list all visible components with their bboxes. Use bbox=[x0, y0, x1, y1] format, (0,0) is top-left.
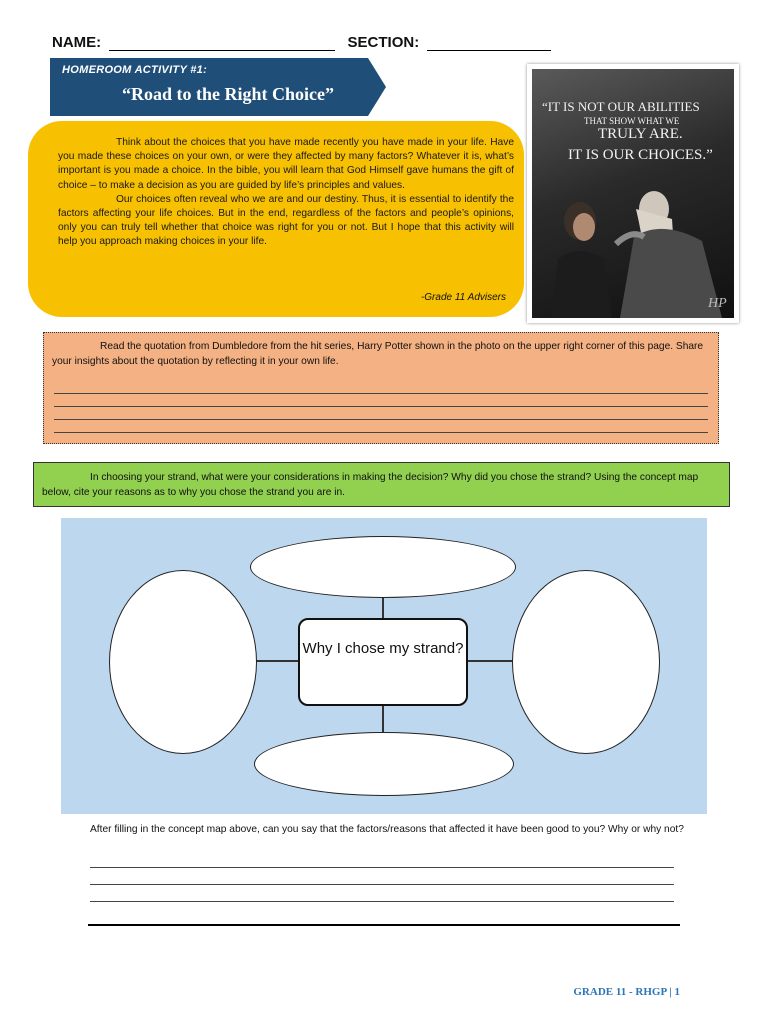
center-label: Why I chose my strand? bbox=[302, 640, 464, 657]
strand-box bbox=[33, 462, 730, 507]
quote-line-3: TRULY ARE. bbox=[598, 126, 683, 142]
answer-line[interactable] bbox=[90, 867, 674, 868]
intro-signature: -Grade 11 Advisers bbox=[420, 292, 506, 303]
header bbox=[52, 34, 551, 51]
banner-title: “Road to the Right Choice” bbox=[122, 84, 334, 104]
reason-oval-bottom[interactable] bbox=[254, 732, 514, 796]
page-footer: GRADE 11 - RHGP | 1 bbox=[573, 986, 680, 998]
answer-line[interactable] bbox=[54, 406, 708, 407]
connector-bottom bbox=[382, 706, 384, 734]
reason-oval-left[interactable] bbox=[109, 570, 257, 754]
connector-right bbox=[468, 660, 514, 662]
intro-text bbox=[58, 136, 514, 250]
intro-box bbox=[28, 121, 524, 317]
quote-line-1: “IT IS NOT OUR ABILITIES bbox=[542, 99, 700, 114]
strand-instruction bbox=[42, 470, 722, 500]
quote-line-4: IT IS OUR CHOICES.” bbox=[568, 147, 713, 163]
answer-line[interactable] bbox=[90, 901, 674, 902]
intro-paragraph-1: Think about the choices that you have made recently you have made in your life. Have you made these choices on your own, or were they affected by many factors? Whatever it is, what’s important is you made a choice. In the bible, you will learn that God Himself gave humans the gift of choice – to make a decision as you are guided by life’s principles and values. bbox=[58, 137, 514, 191]
banner-subtitle: HOMEROOM ACTIVITY #1: bbox=[62, 64, 208, 76]
dumbledore-photo bbox=[527, 64, 739, 323]
reflection-instruction-text: Read the quotation from Dumbledore from the hit series, Harry Potter shown in the photo on the upper right corner of this page. Share your insights about the quotation by reflecting it in your own life. bbox=[52, 341, 704, 367]
name-label: NAME: bbox=[52, 34, 102, 51]
activity-banner bbox=[50, 58, 386, 116]
answer-line[interactable] bbox=[54, 393, 708, 394]
answer-line[interactable] bbox=[88, 924, 680, 926]
photo-image bbox=[532, 69, 734, 318]
quote-line-2: THAT SHOW WHAT WE bbox=[584, 116, 680, 126]
reason-oval-top[interactable] bbox=[250, 536, 516, 598]
final-question: After filling in the concept map above, can you say that the factors/reasons that affected it have been good to you? Why or why not? bbox=[90, 824, 684, 835]
answer-line[interactable] bbox=[90, 884, 674, 885]
reflection-box bbox=[43, 332, 719, 444]
name-field[interactable] bbox=[109, 36, 335, 51]
section-label: SECTION: bbox=[347, 34, 420, 51]
reason-oval-right[interactable] bbox=[512, 570, 660, 754]
concept-map bbox=[61, 518, 707, 814]
answer-line[interactable] bbox=[54, 432, 708, 433]
strand-instruction-text: In choosing your strand, what were your considerations in making the decision? Why did you chose the strand? Using the concept map below, cite your reasons as to why you chose the strand you are in. bbox=[42, 472, 699, 498]
connector-top bbox=[382, 596, 384, 618]
concept-map-center bbox=[298, 618, 468, 706]
intro-paragraph-2: Our choices often reveal who we are and our destiny. Thus, it is essential to identify the factors affecting your life choices. But in the end, regardless of the factors and people’s opinions, only you can truly tell whether that choice was right for you or not. But I hope that this activity will help you approach making choices in your life. bbox=[58, 193, 514, 248]
svg-text:HP: HP bbox=[708, 296, 727, 311]
answer-line[interactable] bbox=[54, 419, 708, 420]
section-field[interactable] bbox=[427, 36, 551, 51]
reflection-instruction bbox=[52, 339, 710, 369]
connector-left bbox=[255, 660, 298, 662]
